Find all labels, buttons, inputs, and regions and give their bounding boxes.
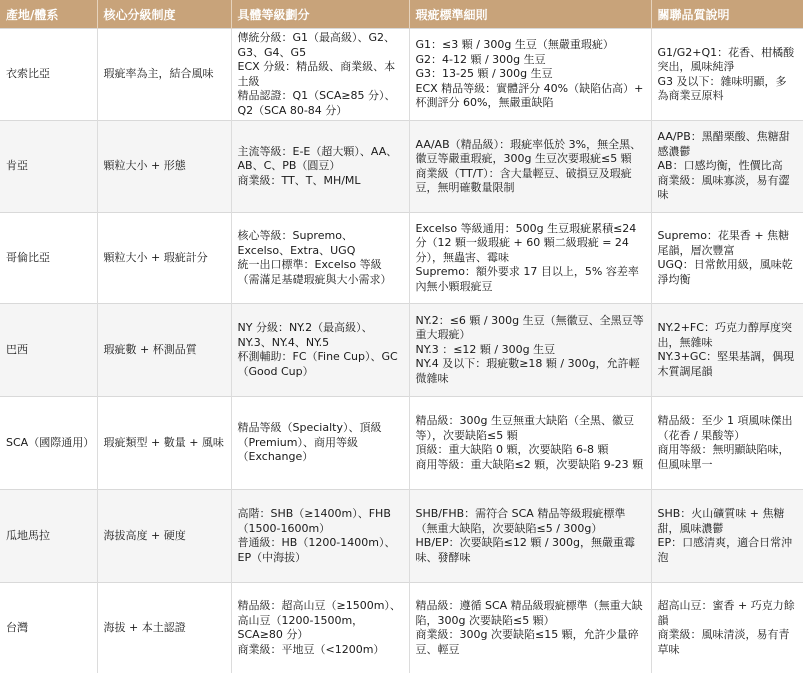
cell-line: 高階：SHB（≥1400m）、FHB（1500-1600m） <box>237 507 391 535</box>
table-row <box>0 213 803 304</box>
core-system-cell: 瑕疵率為主，結合風味 <box>97 29 231 121</box>
table-row <box>0 583 803 673</box>
cell-line: NY.4 及以下：瑕疵數≥18 顆 / 300g，允許輕微雜味 <box>415 357 640 385</box>
cell-line: 精品級：遵循 SCA 精品級瑕疵標準（無重大缺陷，300g 次要缺陷≤5 顆） <box>415 599 643 627</box>
cell-line: NY.3+GC：堅果基調，偶現木質調尾韻 <box>657 350 795 378</box>
cell-line: 精品級：超高山豆（≥1500m）、高山豆（1200-1500m，SCA≥80 分） <box>237 599 401 641</box>
cell-line: Supremo：額外要求 17 目以上，5% 容差率內無小顆瑕疵豆 <box>415 265 639 293</box>
cell-line: G2：4-12 顆 / 300g 生豆 <box>415 52 546 66</box>
quality-notes-cell <box>651 29 803 121</box>
cell-line: Excelso 等級通用：500g 生豆瑕疵累積≤24 分（12 顆一級瑕疵 + 60 顆二級瑕疵 = 24 分），無蟲害、霉味 <box>415 221 637 264</box>
defect-standards-cell <box>409 304 651 397</box>
grade-levels-cell <box>231 583 409 673</box>
table-row <box>0 121 803 213</box>
table-row <box>0 490 803 583</box>
origin-cell: SCA（國際通用） <box>0 397 97 490</box>
header-grade-levels: 具體等級劃分 <box>231 0 409 29</box>
table-row <box>0 304 803 397</box>
cell-line: Supremo：花果香 + 焦糖尾韻，層次豐富 <box>657 229 790 257</box>
core-system-cell: 瑕疵數 + 杯測品質 <box>97 304 231 397</box>
table-row <box>0 397 803 490</box>
header-quality-notes: 關聯品質說明 <box>651 0 803 29</box>
cell-line: AA/PB：黑醋栗酸、焦糖甜感濃鬱 <box>657 130 790 158</box>
origin-cell: 肯亞 <box>0 121 97 213</box>
defect-standards-cell <box>409 121 651 213</box>
cell-line: 精品認證：Q1（SCA≥85 分）、Q2（SCA 80-84 分） <box>237 89 396 117</box>
cell-line: NY.2：≤6 顆 / 300g 生豆（無徽豆、全黑豆等重大瑕疵） <box>415 313 644 342</box>
cell-line: 商業級：平地豆（<1200m） <box>237 642 385 656</box>
cell-line: 超高山豆：蜜香 + 巧克力餘韻 <box>657 599 795 627</box>
core-system-cell: 海拔高度 + 硬度 <box>97 490 231 583</box>
quality-notes-cell <box>651 490 803 583</box>
defect-standards-cell <box>409 490 651 583</box>
cell-line: ECX 精品等級：實體評分 40%（缺陷佔高）+ 杯測評分 60%，無嚴重缺陷 <box>415 81 644 110</box>
origin-cell: 哥倫比亞 <box>0 213 97 304</box>
cell-line: 統一出口標準：Excelso 等級（需滿足基礎瑕疵與大小需求） <box>237 258 392 286</box>
cell-line: AA/AB（精品級）：瑕疵率低於 3%，無全黑、徽豆等嚴重瑕疵，300g 生豆次要瑕疵≤5 顆 <box>415 137 642 165</box>
cell-line: 普通級：HB（1200-1400m）、EP（中海拔） <box>237 536 396 564</box>
cell-line: NY.2+FC：巧克力醇厚度突出，無雜味 <box>657 321 792 349</box>
cell-line: 精品級：300g 生豆無重大缺陷（全黑、徽豆等），次要缺陷≤5 顆 <box>415 414 634 442</box>
cell-line: 主流等級：E-E（超大顆）、AA、AB、C、PB（圓豆） <box>237 144 398 173</box>
grade-levels-cell <box>231 397 409 490</box>
cell-line: ECX 分級：精品級、商業級、本土級 <box>237 60 396 88</box>
origin-cell: 台灣 <box>0 583 97 673</box>
cell-line: G3：13-25 顆 / 300g 生豆 <box>415 67 553 81</box>
cell-line: UGQ：日常飲用級，風味乾淨均衡 <box>657 258 793 286</box>
grade-levels-cell <box>231 121 409 213</box>
cell-line: 商用等級：重大缺陷≤2 顆，次要缺陷 9-23 顆 <box>415 457 644 471</box>
cell-line: 杯測輔助：FC（Fine Cup）、GC（Good Cup） <box>237 350 398 378</box>
cell-line: G3 及以下：雜味明顯，多為商業豆原料 <box>657 74 787 102</box>
cell-line: 商業級：風味清淡，易有青草味 <box>657 628 790 656</box>
defect-standards-cell <box>409 29 651 121</box>
core-system-cell: 顆粒大小 + 形態 <box>97 121 231 213</box>
cell-line: NY.3 ：≤12 顆 / 300g 生豆 <box>415 342 556 356</box>
header-row <box>0 0 803 29</box>
defect-standards-cell <box>409 397 651 490</box>
core-system-cell: 顆粒大小 + 瑕疵計分 <box>97 213 231 304</box>
quality-notes-cell <box>651 583 803 673</box>
cell-line: EP：口感清爽，適合日常沖泡 <box>657 536 793 564</box>
cell-line: 商業級：風味寡淡，易有澀味 <box>657 173 790 202</box>
table-row <box>0 29 803 121</box>
core-system-cell: 瑕疵類型 + 數量 + 風味 <box>97 397 231 490</box>
grade-levels-cell <box>231 29 409 121</box>
cell-line: 核心等級：Supremo、Excelso、Extra、UGQ <box>237 229 356 257</box>
origin-cell: 衣索比亞 <box>0 29 97 121</box>
quality-notes-cell <box>651 304 803 397</box>
cell-line: 商業級：TT、T、MH/ML <box>237 173 361 187</box>
origin-cell: 巴西 <box>0 304 97 397</box>
quality-notes-cell <box>651 121 803 213</box>
origin-cell: 瓜地馬拉 <box>0 490 97 583</box>
defect-standards-cell <box>409 213 651 304</box>
cell-line: 商業級：300g 次要缺陷≤15 顆，允許少量碎豆、輕豆 <box>415 628 639 656</box>
cell-line: 商用等級：無明顯缺陷味，但風味單一 <box>657 443 790 471</box>
grade-levels-cell <box>231 304 409 397</box>
quality-notes-cell <box>651 213 803 304</box>
cell-line: 精品級：至少 1 項風味傑出（花香 / 果酸等） <box>657 414 793 442</box>
quality-notes-cell <box>651 397 803 490</box>
cell-line: G1/G2+Q1：花香、柑橘酸突出，風味純淨 <box>657 45 795 73</box>
cell-line: G1：≤3 顆 / 300g 生豆（無嚴重瑕疵） <box>415 38 614 52</box>
header-defect-standards: 瑕疵標準細則 <box>409 0 651 29</box>
cell-line: 傳統分級：G1（最高級）、G2、G3、G4、G5 <box>237 31 396 59</box>
cell-line: SHB：火山礦質味 + 焦糖甜，風味濃鬱 <box>657 507 785 535</box>
cell-line: SHB/FHB：需符合 SCA 精品等級瑕疵標準（無重大缺陷，次要缺陷≤5 / 300g） <box>415 507 626 535</box>
cell-line: 精品等級（Specialty）、頂級（Premium）、商用等級（Exchange） <box>237 421 382 464</box>
grade-levels-cell <box>231 490 409 583</box>
cell-line: HB/EP：次要缺陷≤12 顆 / 300g，無嚴重霉味、發酵味 <box>415 536 635 564</box>
core-system-cell: 海拔 + 本土認證 <box>97 583 231 673</box>
header-origin: 產地/體系 <box>0 0 97 29</box>
cell-line: 頂級：重大缺陷 0 顆，次要缺陷 6-8 顆 <box>415 443 609 456</box>
grade-levels-cell <box>231 213 409 304</box>
header-core-system: 核心分級制度 <box>97 0 231 29</box>
cell-line: AB：口感均衡，性價比高 <box>657 159 783 173</box>
cell-line: 商業級（TT/T）：含大量輕豆、破損豆及瑕疵豆，無明確數量限制 <box>415 166 632 194</box>
defect-standards-cell <box>409 583 651 673</box>
cell-line: NY 分級：NY.2（最高級）、NY.3、NY.4、NY.5 <box>237 321 373 349</box>
